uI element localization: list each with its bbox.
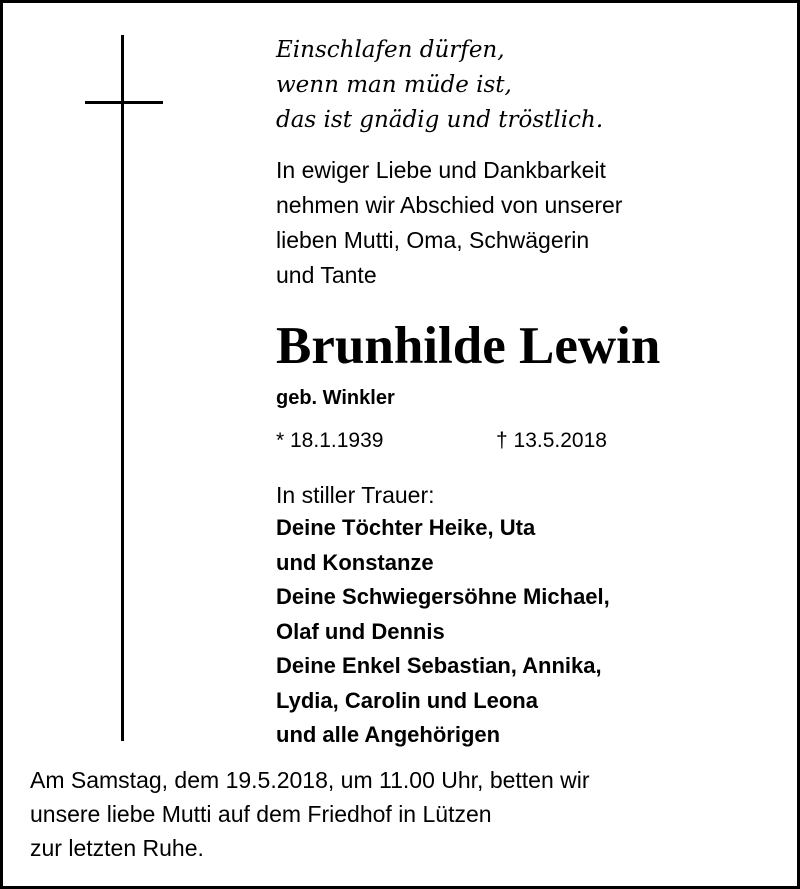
poem-line: Einschlafen dürfen,: [276, 37, 505, 63]
mourners-line: und Konstanze: [276, 549, 434, 575]
poem-line: das ist gnädig und tröstlich.: [276, 107, 604, 133]
mourners-line: Deine Enkel Sebastian, Annika,: [276, 653, 602, 678]
poem-line: wenn man müde ist,: [276, 72, 512, 98]
birth-date: * 18.1.1939: [276, 429, 384, 452]
poem: [276, 33, 603, 138]
mourners-line: Deine Töchter Heike, Uta: [276, 515, 536, 540]
maiden-name: geb. Winkler: [276, 387, 395, 409]
service-line: zur letzten Ruhe.: [30, 835, 204, 861]
intro-line: In ewiger Liebe und Dankbarkeit: [276, 157, 606, 183]
cross-symbol-vertical: [121, 35, 124, 741]
mourners-line: und alle Angehörigen: [276, 722, 501, 747]
deceased-name: Brunhilde Lewin: [276, 317, 661, 375]
cross-symbol-horizontal: [85, 101, 163, 104]
mourning-label: In stiller Trauer:: [276, 482, 435, 508]
death-date: † 13.5.2018: [496, 429, 607, 452]
funeral-service-info: [30, 763, 770, 865]
mourners-line: Lydia, Carolin und Leona: [276, 687, 538, 713]
intro-line: und Tante: [276, 262, 377, 288]
mourners-line: Deine Schwiegersöhne Michael,: [276, 584, 610, 609]
service-line: unsere liebe Mutti auf dem Friedhof in Lützen: [30, 801, 492, 827]
service-line: Am Samstag, dem 19.5.2018, um 11.00 Uhr, betten wir: [30, 767, 590, 793]
mourners-list: [276, 511, 610, 753]
intro-line: nehmen wir Abschied von unserer: [276, 192, 623, 218]
intro-text: [276, 153, 622, 293]
mourners-line: Olaf und Dennis: [276, 618, 445, 644]
intro-line: lieben Mutti, Oma, Schwägerin: [276, 227, 590, 253]
